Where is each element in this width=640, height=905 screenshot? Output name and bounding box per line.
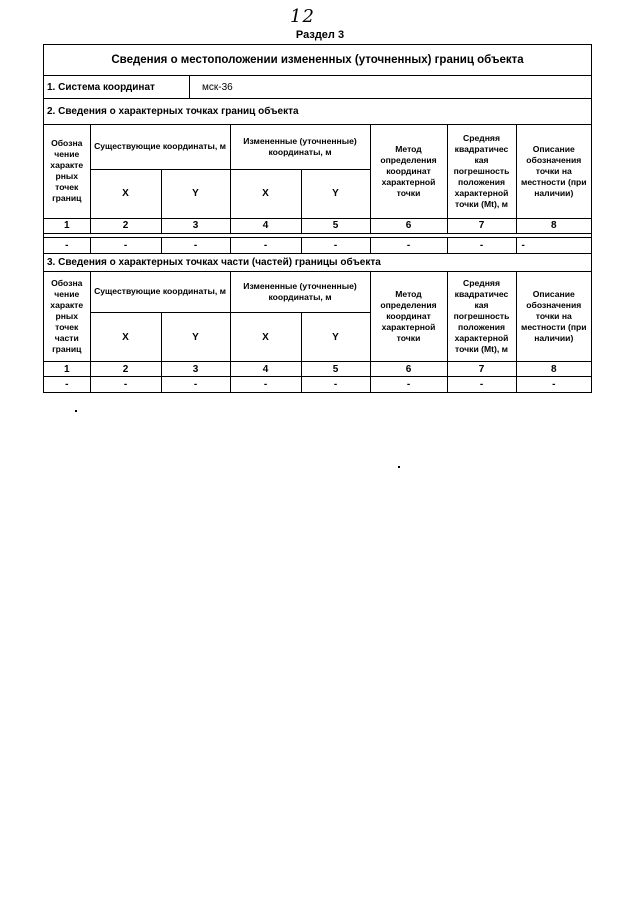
table-cell: - [516,377,591,393]
header-rmse: Средняя квадратичес кая погрешность положения характерной точки (Mt), м [447,125,516,218]
header-existing-y: Y [161,313,230,362]
section-title: Раздел 3 [295,29,345,41]
section2-data-table [44,238,591,253]
table-cell: - [301,238,370,253]
table-cell: - [370,238,447,253]
table-cell: - [90,377,161,393]
table-cell: - [370,377,447,393]
column-number: 2 [90,218,161,233]
header-existing-y: Y [161,169,230,218]
header-method: Метод определения координат характерной точки [370,272,447,362]
column-number: 6 [370,218,447,233]
table-cell: - [44,377,90,393]
column-number: 3 [161,362,230,377]
document-frame [43,44,592,393]
column-number: 3 [161,218,230,233]
header-existing-x: X [90,169,161,218]
column-number: 4 [230,362,301,377]
table-cell: - [301,377,370,393]
header-changed-coords: Измененные (уточненные) координаты, м [230,125,370,169]
column-number: 4 [230,218,301,233]
page-number: 12 [290,6,315,27]
table-cell: - [230,377,301,393]
section3-table [44,272,591,393]
column-number: 6 [370,362,447,377]
header-designation: Обозна чение характе рных точек части границ [44,272,90,362]
section2-table [44,125,591,233]
column-number: 8 [516,362,591,377]
header-changed-y: Y [301,313,370,362]
header-rmse: Средняя квадратичес кая погрешность положения характерной точки (Mt), м [447,272,516,362]
scan-speck [398,466,400,468]
column-number: 1 [44,362,90,377]
column-number: 8 [516,218,591,233]
header-existing-x: X [90,313,161,362]
table-cell: - [161,238,230,253]
table-cell: - [447,238,516,253]
main-title: Сведения о местоположении измененных (уточненных) границ объекта [44,45,591,76]
header-description: Описание обозначения точки на местности (при наличии) [516,272,591,362]
scan-speck [75,410,77,412]
header-existing-coords: Существующие координаты, м [90,125,230,169]
coordinate-system-value: мск-36 [202,81,233,93]
table-cell: - [447,377,516,393]
header-changed-x: X [230,169,301,218]
column-number: 2 [90,362,161,377]
table-cell: - [90,238,161,253]
table-cell: - [230,238,301,253]
header-changed-x: X [230,313,301,362]
header-existing-coords: Существующие координаты, м [90,272,230,313]
column-number: 5 [301,218,370,233]
section2-title: 2. Сведения о характерных точках границ объекта [44,99,591,125]
column-number: 5 [301,362,370,377]
section3-title: 3. Сведения о характерных точках части (частей) границы объекта [44,253,591,272]
table-cell: - [516,238,591,253]
table-cell: - [44,238,90,253]
header-changed-y: Y [301,169,370,218]
header-description: Описание обозначения точки на местности (при наличии) [516,125,591,218]
column-number: 1 [44,218,90,233]
column-number: 7 [447,362,516,377]
column-number: 7 [447,218,516,233]
table-cell: - [161,377,230,393]
header-designation: Обозна чение характе рных точек границ [44,125,90,218]
header-changed-coords: Измененные (уточненные) координаты, м [230,272,370,313]
coordinate-system-row [44,76,591,99]
coordinate-system-label: 1. Система координат [44,76,190,98]
header-method: Метод определения координат характерной точки [370,125,447,218]
